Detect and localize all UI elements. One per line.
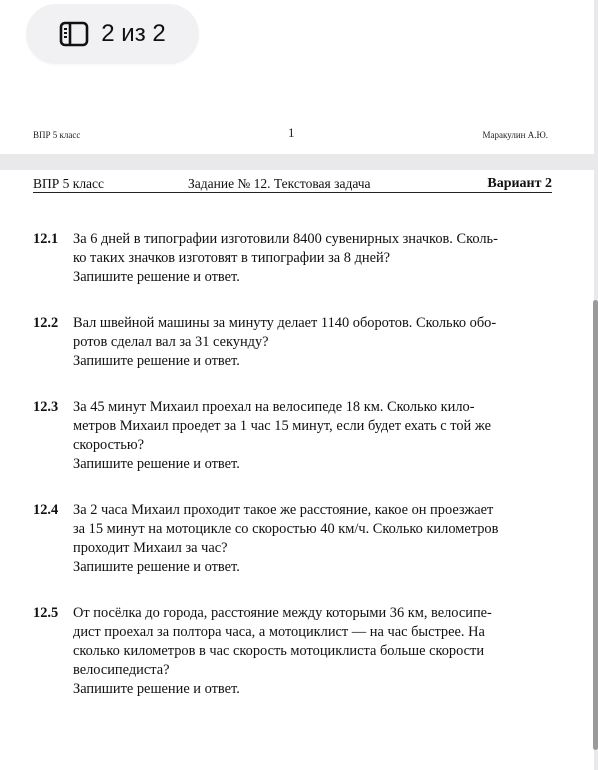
task-text (73, 230, 552, 268)
footer-page-number: 1 (288, 125, 295, 140)
current-page (0, 170, 594, 770)
footer-author: Маракулин А.Ю. (482, 130, 548, 140)
task-text (73, 604, 552, 680)
task-line: метров Михаил проедет за 1 час 15 минут, если будет ехать с той же (73, 418, 491, 434)
task-number: 12.3 (33, 399, 59, 415)
task-line: скоростью? (73, 437, 144, 453)
task-number: 12.5 (33, 605, 59, 621)
page-indicator-button[interactable] (26, 4, 199, 64)
task-line: за 15 минут на мотоцикле со скоростью 40 км/ч. Сколько километров (73, 521, 499, 537)
task-line: проходит Михаил за час? (73, 540, 228, 556)
header-variant: Вариант 2 (487, 176, 552, 191)
task-12-2 (33, 314, 552, 371)
task-line: За 45 минут Михаил проехал на велосипеде 18 км. Сколько кило- (73, 399, 475, 415)
task-12-5 (33, 604, 552, 699)
task-text (73, 501, 552, 558)
task-line: дист проехал за полтора часа, а мотоциклист — на час быстрее. На (73, 624, 485, 640)
task-line: ротов сделал вал за 31 секунду? (73, 334, 269, 350)
task-line: ко таких значков изготовят в типографии за 8 дней? (73, 250, 391, 266)
task-number: 12.1 (33, 231, 59, 247)
footer-class-label: ВПР 5 класс (33, 130, 81, 140)
task-line: велосипедиста? (73, 662, 170, 678)
vertical-scrollbar[interactable] (593, 300, 598, 750)
task-instruction: Запишите решение и ответ. (73, 353, 240, 369)
task-line: За 6 дней в типографии изготовили 8400 сувенирных значков. Сколь- (73, 231, 498, 247)
task-line: За 2 часа Михаил проходит такое же расстояние, какое он проезжает (73, 502, 494, 518)
task-number: 12.4 (33, 502, 59, 518)
page-header (33, 176, 552, 193)
task-number: 12.2 (33, 315, 59, 331)
task-12-4 (33, 501, 552, 577)
header-class-label: ВПР 5 класс (33, 176, 105, 191)
task-line: сколько километров в час скорость мотоциклиста больше скорости (73, 643, 485, 659)
task-12-3 (33, 398, 552, 474)
task-line: От посёлка до города, расстояние между которыми 36 км, велосипе- (73, 605, 492, 621)
task-12-1 (33, 230, 552, 287)
header-task-title: Задание № 12. Текстовая задача (188, 176, 371, 191)
task-line: Вал швейной машины за минуту делает 1140 оборотов. Сколько обо- (73, 315, 497, 331)
task-instruction: Запишите решение и ответ. (73, 559, 240, 575)
task-text (73, 398, 552, 455)
page-indicator-label: 2 из 2 (101, 20, 166, 47)
task-instruction: Запишите решение и ответ. (73, 456, 240, 472)
task-instruction: Запишите решение и ответ. (73, 269, 240, 285)
task-text (73, 314, 552, 352)
task-instruction: Запишите решение и ответ. (73, 681, 240, 697)
sidebar-icon (59, 21, 89, 47)
